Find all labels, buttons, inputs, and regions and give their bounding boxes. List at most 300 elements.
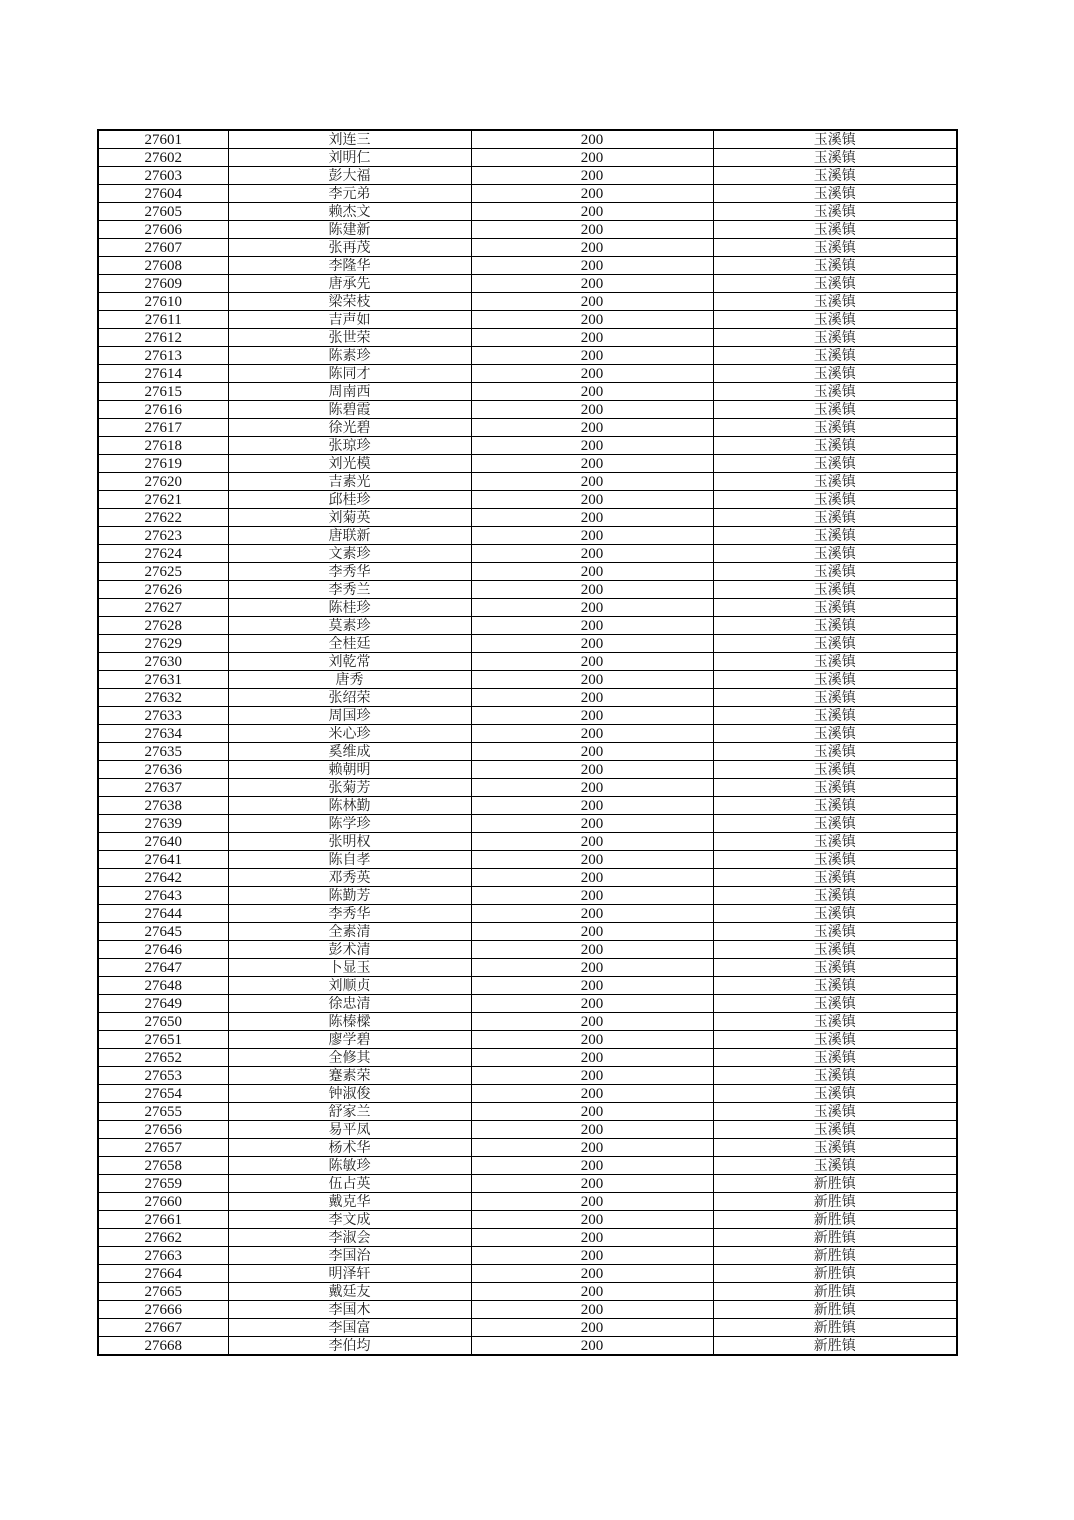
row-id-cell: 27667 xyxy=(98,1319,228,1337)
row-name-cell: 伍占英 xyxy=(228,1175,471,1193)
row-amount-cell: 200 xyxy=(471,1283,713,1301)
row-amount-cell: 200 xyxy=(471,167,713,185)
row-name-cell: 梁荣枝 xyxy=(228,293,471,311)
row-amount-cell: 200 xyxy=(471,419,713,437)
row-id-cell: 27637 xyxy=(98,779,228,797)
table-row xyxy=(98,797,957,815)
table-row xyxy=(98,275,957,293)
row-amount-cell: 200 xyxy=(471,1013,713,1031)
row-town-cell: 玉溪镇 xyxy=(713,707,957,725)
row-amount-cell: 200 xyxy=(471,509,713,527)
row-name-cell: 廖学碧 xyxy=(228,1031,471,1049)
table-row xyxy=(98,671,957,689)
table-row xyxy=(98,545,957,563)
row-town-cell: 玉溪镇 xyxy=(713,1085,957,1103)
row-name-cell: 刘顺贞 xyxy=(228,977,471,995)
row-id-cell: 27630 xyxy=(98,653,228,671)
table-row xyxy=(98,923,957,941)
row-id-cell: 27631 xyxy=(98,671,228,689)
row-id-cell: 27627 xyxy=(98,599,228,617)
row-id-cell: 27628 xyxy=(98,617,228,635)
row-id-cell: 27666 xyxy=(98,1301,228,1319)
row-id-cell: 27633 xyxy=(98,707,228,725)
row-name-cell: 李秀兰 xyxy=(228,581,471,599)
row-id-cell: 27613 xyxy=(98,347,228,365)
row-name-cell: 李淑会 xyxy=(228,1229,471,1247)
row-id-cell: 27635 xyxy=(98,743,228,761)
row-town-cell: 玉溪镇 xyxy=(713,617,957,635)
row-amount-cell: 200 xyxy=(471,1085,713,1103)
row-amount-cell: 200 xyxy=(471,869,713,887)
row-amount-cell: 200 xyxy=(471,293,713,311)
row-amount-cell: 200 xyxy=(471,1265,713,1283)
row-amount-cell: 200 xyxy=(471,905,713,923)
row-amount-cell: 200 xyxy=(471,1247,713,1265)
row-id-cell: 27645 xyxy=(98,923,228,941)
table-row xyxy=(98,635,957,653)
row-name-cell: 邱桂珍 xyxy=(228,491,471,509)
table-row xyxy=(98,167,957,185)
row-amount-cell: 200 xyxy=(471,815,713,833)
row-amount-cell: 200 xyxy=(471,383,713,401)
row-amount-cell: 200 xyxy=(471,599,713,617)
row-id-cell: 27620 xyxy=(98,473,228,491)
row-amount-cell: 200 xyxy=(471,1157,713,1175)
row-town-cell: 玉溪镇 xyxy=(713,653,957,671)
row-town-cell: 玉溪镇 xyxy=(713,130,957,149)
row-amount-cell: 200 xyxy=(471,743,713,761)
row-id-cell: 27626 xyxy=(98,581,228,599)
row-id-cell: 27643 xyxy=(98,887,228,905)
row-town-cell: 新胜镇 xyxy=(713,1211,957,1229)
row-id-cell: 27639 xyxy=(98,815,228,833)
row-name-cell: 彭大福 xyxy=(228,167,471,185)
row-amount-cell: 200 xyxy=(471,365,713,383)
row-town-cell: 玉溪镇 xyxy=(713,689,957,707)
table-row xyxy=(98,1247,957,1265)
row-id-cell: 27661 xyxy=(98,1211,228,1229)
row-name-cell: 李伯均 xyxy=(228,1337,471,1356)
row-amount-cell: 200 xyxy=(471,1139,713,1157)
table-row xyxy=(98,1031,957,1049)
row-town-cell: 玉溪镇 xyxy=(713,941,957,959)
row-name-cell: 李元弟 xyxy=(228,185,471,203)
row-amount-cell: 200 xyxy=(471,617,713,635)
row-id-cell: 27638 xyxy=(98,797,228,815)
table-row xyxy=(98,527,957,545)
row-id-cell: 27624 xyxy=(98,545,228,563)
table-row xyxy=(98,995,957,1013)
row-amount-cell: 200 xyxy=(471,1301,713,1319)
row-town-cell: 新胜镇 xyxy=(713,1283,957,1301)
table-row xyxy=(98,1211,957,1229)
table-row xyxy=(98,869,957,887)
row-amount-cell: 200 xyxy=(471,1211,713,1229)
table-row xyxy=(98,1175,957,1193)
row-name-cell: 陈敏珍 xyxy=(228,1157,471,1175)
row-town-cell: 新胜镇 xyxy=(713,1265,957,1283)
table-row xyxy=(98,329,957,347)
table-row xyxy=(98,509,957,527)
row-town-cell: 玉溪镇 xyxy=(713,257,957,275)
row-town-cell: 玉溪镇 xyxy=(713,1031,957,1049)
table-row xyxy=(98,1283,957,1301)
row-name-cell: 张再茂 xyxy=(228,239,471,257)
row-name-cell: 张世荣 xyxy=(228,329,471,347)
table-row xyxy=(98,725,957,743)
row-town-cell: 玉溪镇 xyxy=(713,1067,957,1085)
row-amount-cell: 200 xyxy=(471,689,713,707)
row-name-cell: 戴廷友 xyxy=(228,1283,471,1301)
row-town-cell: 玉溪镇 xyxy=(713,599,957,617)
table-row xyxy=(98,311,957,329)
roster-table-body xyxy=(98,130,957,1355)
row-id-cell: 27647 xyxy=(98,959,228,977)
row-amount-cell: 200 xyxy=(471,185,713,203)
table-row xyxy=(98,977,957,995)
row-name-cell: 全桂廷 xyxy=(228,635,471,653)
row-id-cell: 27607 xyxy=(98,239,228,257)
row-town-cell: 玉溪镇 xyxy=(713,635,957,653)
row-name-cell: 陈榛樑 xyxy=(228,1013,471,1031)
row-id-cell: 27652 xyxy=(98,1049,228,1067)
row-town-cell: 玉溪镇 xyxy=(713,221,957,239)
row-town-cell: 玉溪镇 xyxy=(713,797,957,815)
row-name-cell: 周国珍 xyxy=(228,707,471,725)
row-town-cell: 玉溪镇 xyxy=(713,923,957,941)
table-row xyxy=(98,1337,957,1356)
row-town-cell: 新胜镇 xyxy=(713,1193,957,1211)
row-town-cell: 新胜镇 xyxy=(713,1247,957,1265)
row-town-cell: 玉溪镇 xyxy=(713,185,957,203)
row-amount-cell: 200 xyxy=(471,833,713,851)
row-amount-cell: 200 xyxy=(471,455,713,473)
table-row xyxy=(98,599,957,617)
row-id-cell: 27659 xyxy=(98,1175,228,1193)
row-amount-cell: 200 xyxy=(471,275,713,293)
row-amount-cell: 200 xyxy=(471,1031,713,1049)
table-row xyxy=(98,473,957,491)
table-row xyxy=(98,347,957,365)
row-id-cell: 27606 xyxy=(98,221,228,239)
row-amount-cell: 200 xyxy=(471,671,713,689)
row-town-cell: 玉溪镇 xyxy=(713,203,957,221)
row-name-cell: 陈自孝 xyxy=(228,851,471,869)
table-row xyxy=(98,1049,957,1067)
row-id-cell: 27663 xyxy=(98,1247,228,1265)
row-id-cell: 27644 xyxy=(98,905,228,923)
row-town-cell: 玉溪镇 xyxy=(713,743,957,761)
row-town-cell: 玉溪镇 xyxy=(713,527,957,545)
table-row xyxy=(98,1121,957,1139)
table-row xyxy=(98,1067,957,1085)
row-name-cell: 周南西 xyxy=(228,383,471,401)
row-name-cell: 陈林勤 xyxy=(228,797,471,815)
row-id-cell: 27651 xyxy=(98,1031,228,1049)
row-town-cell: 玉溪镇 xyxy=(713,149,957,167)
row-id-cell: 27653 xyxy=(98,1067,228,1085)
row-id-cell: 27604 xyxy=(98,185,228,203)
row-name-cell: 杨术华 xyxy=(228,1139,471,1157)
table-row xyxy=(98,185,957,203)
row-name-cell: 李国富 xyxy=(228,1319,471,1337)
row-town-cell: 玉溪镇 xyxy=(713,509,957,527)
row-amount-cell: 200 xyxy=(471,923,713,941)
row-id-cell: 27660 xyxy=(98,1193,228,1211)
table-row xyxy=(98,1265,957,1283)
row-name-cell: 徐忠清 xyxy=(228,995,471,1013)
table-row xyxy=(98,203,957,221)
row-id-cell: 27641 xyxy=(98,851,228,869)
row-id-cell: 27601 xyxy=(98,130,228,149)
row-name-cell: 全修其 xyxy=(228,1049,471,1067)
row-id-cell: 27618 xyxy=(98,437,228,455)
row-name-cell: 文素珍 xyxy=(228,545,471,563)
row-id-cell: 27619 xyxy=(98,455,228,473)
table-row xyxy=(98,401,957,419)
row-id-cell: 27623 xyxy=(98,527,228,545)
row-name-cell: 陈同才 xyxy=(228,365,471,383)
row-town-cell: 玉溪镇 xyxy=(713,347,957,365)
table-row xyxy=(98,743,957,761)
row-name-cell: 李文成 xyxy=(228,1211,471,1229)
row-name-cell: 刘菊英 xyxy=(228,509,471,527)
row-name-cell: 米心珍 xyxy=(228,725,471,743)
row-amount-cell: 200 xyxy=(471,239,713,257)
row-name-cell: 邓秀英 xyxy=(228,869,471,887)
row-amount-cell: 200 xyxy=(471,1175,713,1193)
row-id-cell: 27617 xyxy=(98,419,228,437)
table-row xyxy=(98,1301,957,1319)
table-row xyxy=(98,1013,957,1031)
row-id-cell: 27612 xyxy=(98,329,228,347)
table-row xyxy=(98,851,957,869)
row-id-cell: 27640 xyxy=(98,833,228,851)
row-town-cell: 玉溪镇 xyxy=(713,167,957,185)
row-id-cell: 27602 xyxy=(98,149,228,167)
row-name-cell: 李秀华 xyxy=(228,563,471,581)
row-amount-cell: 200 xyxy=(471,437,713,455)
row-amount-cell: 200 xyxy=(471,203,713,221)
row-name-cell: 唐秀 xyxy=(228,671,471,689)
row-town-cell: 玉溪镇 xyxy=(713,455,957,473)
row-id-cell: 27603 xyxy=(98,167,228,185)
table-row xyxy=(98,1085,957,1103)
row-name-cell: 钟淑俊 xyxy=(228,1085,471,1103)
row-name-cell: 陈桂珍 xyxy=(228,599,471,617)
row-town-cell: 玉溪镇 xyxy=(713,851,957,869)
table-row xyxy=(98,1229,957,1247)
table-row xyxy=(98,815,957,833)
row-town-cell: 玉溪镇 xyxy=(713,761,957,779)
row-name-cell: 陈学珍 xyxy=(228,815,471,833)
row-id-cell: 27649 xyxy=(98,995,228,1013)
table-row xyxy=(98,779,957,797)
row-amount-cell: 200 xyxy=(471,347,713,365)
row-amount-cell: 200 xyxy=(471,1193,713,1211)
row-id-cell: 27616 xyxy=(98,401,228,419)
row-amount-cell: 200 xyxy=(471,653,713,671)
row-town-cell: 玉溪镇 xyxy=(713,995,957,1013)
row-amount-cell: 200 xyxy=(471,329,713,347)
row-amount-cell: 200 xyxy=(471,1121,713,1139)
row-town-cell: 玉溪镇 xyxy=(713,383,957,401)
row-id-cell: 27629 xyxy=(98,635,228,653)
row-amount-cell: 200 xyxy=(471,725,713,743)
table-row xyxy=(98,149,957,167)
table-row xyxy=(98,905,957,923)
table-row xyxy=(98,437,957,455)
row-amount-cell: 200 xyxy=(471,761,713,779)
row-id-cell: 27642 xyxy=(98,869,228,887)
table-row xyxy=(98,1319,957,1337)
row-name-cell: 明泽轩 xyxy=(228,1265,471,1283)
row-amount-cell: 200 xyxy=(471,473,713,491)
row-id-cell: 27662 xyxy=(98,1229,228,1247)
row-amount-cell: 200 xyxy=(471,977,713,995)
row-town-cell: 玉溪镇 xyxy=(713,833,957,851)
row-town-cell: 玉溪镇 xyxy=(713,293,957,311)
table-row xyxy=(98,383,957,401)
row-town-cell: 玉溪镇 xyxy=(713,581,957,599)
row-town-cell: 玉溪镇 xyxy=(713,887,957,905)
row-name-cell: 李国治 xyxy=(228,1247,471,1265)
row-id-cell: 27610 xyxy=(98,293,228,311)
row-amount-cell: 200 xyxy=(471,257,713,275)
row-amount-cell: 200 xyxy=(471,887,713,905)
row-amount-cell: 200 xyxy=(471,527,713,545)
row-town-cell: 玉溪镇 xyxy=(713,725,957,743)
row-name-cell: 李隆华 xyxy=(228,257,471,275)
row-amount-cell: 200 xyxy=(471,1337,713,1356)
row-town-cell: 新胜镇 xyxy=(713,1301,957,1319)
row-amount-cell: 200 xyxy=(471,851,713,869)
row-id-cell: 27656 xyxy=(98,1121,228,1139)
row-name-cell: 易平凤 xyxy=(228,1121,471,1139)
row-name-cell: 舒家兰 xyxy=(228,1103,471,1121)
row-town-cell: 玉溪镇 xyxy=(713,1139,957,1157)
table-row xyxy=(98,617,957,635)
row-id-cell: 27665 xyxy=(98,1283,228,1301)
row-id-cell: 27650 xyxy=(98,1013,228,1031)
table-row xyxy=(98,491,957,509)
row-amount-cell: 200 xyxy=(471,1103,713,1121)
roster-table xyxy=(97,129,958,1356)
row-amount-cell: 200 xyxy=(471,779,713,797)
row-id-cell: 27622 xyxy=(98,509,228,527)
row-name-cell: 蹇素荣 xyxy=(228,1067,471,1085)
row-amount-cell: 200 xyxy=(471,563,713,581)
row-amount-cell: 200 xyxy=(471,581,713,599)
table-row xyxy=(98,581,957,599)
row-amount-cell: 200 xyxy=(471,401,713,419)
row-town-cell: 玉溪镇 xyxy=(713,1157,957,1175)
table-row xyxy=(98,941,957,959)
row-name-cell: 吉声如 xyxy=(228,311,471,329)
row-amount-cell: 200 xyxy=(471,707,713,725)
row-town-cell: 玉溪镇 xyxy=(713,545,957,563)
row-name-cell: 赖杰文 xyxy=(228,203,471,221)
row-amount-cell: 200 xyxy=(471,941,713,959)
table-row xyxy=(98,239,957,257)
row-id-cell: 27664 xyxy=(98,1265,228,1283)
table-row xyxy=(98,455,957,473)
row-id-cell: 27654 xyxy=(98,1085,228,1103)
row-name-cell: 陈勤芳 xyxy=(228,887,471,905)
row-id-cell: 27614 xyxy=(98,365,228,383)
row-amount-cell: 200 xyxy=(471,1229,713,1247)
row-name-cell: 全素清 xyxy=(228,923,471,941)
row-town-cell: 玉溪镇 xyxy=(713,401,957,419)
row-town-cell: 玉溪镇 xyxy=(713,1013,957,1031)
row-id-cell: 27655 xyxy=(98,1103,228,1121)
row-name-cell: 陈建新 xyxy=(228,221,471,239)
table-row xyxy=(98,419,957,437)
row-town-cell: 玉溪镇 xyxy=(713,275,957,293)
row-town-cell: 玉溪镇 xyxy=(713,311,957,329)
row-town-cell: 新胜镇 xyxy=(713,1175,957,1193)
row-name-cell: 唐联新 xyxy=(228,527,471,545)
row-town-cell: 玉溪镇 xyxy=(713,959,957,977)
row-name-cell: 徐光碧 xyxy=(228,419,471,437)
row-amount-cell: 200 xyxy=(471,130,713,149)
row-town-cell: 新胜镇 xyxy=(713,1229,957,1247)
table-row xyxy=(98,365,957,383)
row-town-cell: 玉溪镇 xyxy=(713,329,957,347)
table-row xyxy=(98,1157,957,1175)
row-id-cell: 27608 xyxy=(98,257,228,275)
row-amount-cell: 200 xyxy=(471,221,713,239)
table-row xyxy=(98,689,957,707)
row-town-cell: 玉溪镇 xyxy=(713,1049,957,1067)
row-id-cell: 27609 xyxy=(98,275,228,293)
row-id-cell: 27634 xyxy=(98,725,228,743)
row-id-cell: 27646 xyxy=(98,941,228,959)
row-town-cell: 玉溪镇 xyxy=(713,419,957,437)
row-amount-cell: 200 xyxy=(471,1067,713,1085)
row-name-cell: 陈素珍 xyxy=(228,347,471,365)
table-row xyxy=(98,1139,957,1157)
row-amount-cell: 200 xyxy=(471,959,713,977)
row-name-cell: 吉素光 xyxy=(228,473,471,491)
row-name-cell: 唐承先 xyxy=(228,275,471,293)
table-row xyxy=(98,1193,957,1211)
row-amount-cell: 200 xyxy=(471,797,713,815)
table-row xyxy=(98,130,957,149)
row-town-cell: 玉溪镇 xyxy=(713,977,957,995)
row-name-cell: 李秀华 xyxy=(228,905,471,923)
row-name-cell: 刘明仁 xyxy=(228,149,471,167)
table-row xyxy=(98,1103,957,1121)
row-id-cell: 27605 xyxy=(98,203,228,221)
row-name-cell: 刘乾常 xyxy=(228,653,471,671)
table-row xyxy=(98,707,957,725)
table-row xyxy=(98,833,957,851)
row-town-cell: 玉溪镇 xyxy=(713,671,957,689)
row-name-cell: 陈碧霞 xyxy=(228,401,471,419)
row-name-cell: 奚维成 xyxy=(228,743,471,761)
row-amount-cell: 200 xyxy=(471,635,713,653)
row-id-cell: 27625 xyxy=(98,563,228,581)
row-id-cell: 27632 xyxy=(98,689,228,707)
table-row xyxy=(98,221,957,239)
row-town-cell: 玉溪镇 xyxy=(713,779,957,797)
row-id-cell: 27621 xyxy=(98,491,228,509)
row-name-cell: 赖朝明 xyxy=(228,761,471,779)
row-town-cell: 新胜镇 xyxy=(713,1319,957,1337)
row-amount-cell: 200 xyxy=(471,1319,713,1337)
row-amount-cell: 200 xyxy=(471,149,713,167)
